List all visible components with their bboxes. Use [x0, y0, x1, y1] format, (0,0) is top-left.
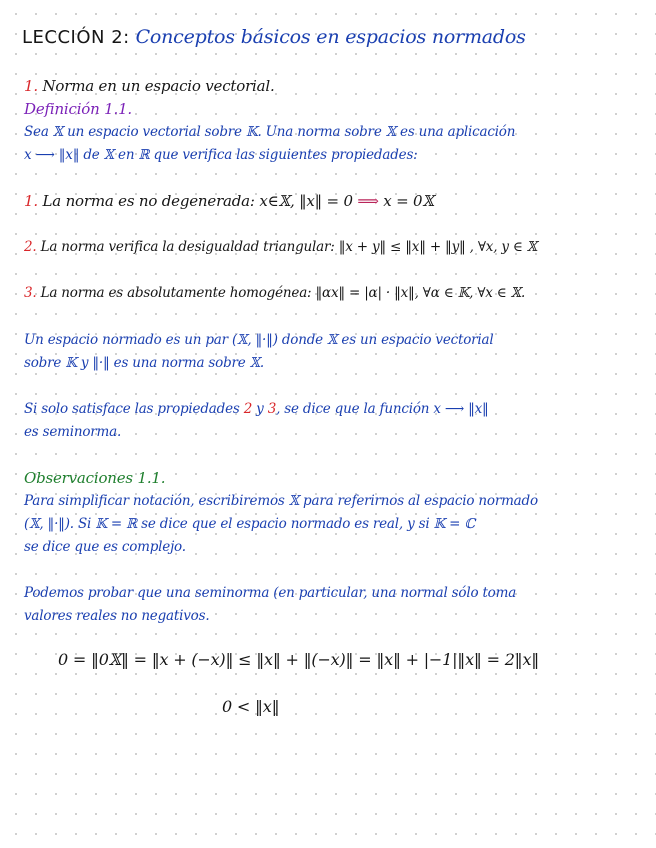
observations-line-1: Para simplificar notación, escribiremos 𝕏 para referirnos al espacio normado: [24, 493, 538, 509]
proof-equation: 0 = ‖0𝕏‖ = ‖x + (−x)‖ ≤ ‖x‖ + ‖(−x)‖ = ‖x‖ + |−1|‖x‖ = 2‖x‖: [58, 650, 540, 669]
normed-space-line-2: sobre 𝕂 y ‖·‖ es una norma sobre 𝕏.: [24, 355, 265, 371]
section-heading: [24, 77, 275, 95]
seminorm-pre: Si solo satisface las propiedades: [24, 401, 240, 417]
lesson-topic: Conceptos básicos en espacios normados: [135, 26, 526, 48]
seminorm-line-1: [24, 400, 489, 418]
observations-line-2: (𝕏, ‖·‖). Si 𝕂 = ℝ se dice que el espacio normado es real, y si 𝕂 = ℂ: [24, 516, 475, 532]
property-text: La norma verifica la desigualdad triangular: ‖x + y‖ ≤ ‖x‖ + ‖y‖ , ∀x, y ∈ 𝕏: [40, 239, 538, 255]
proof-line-1: Podemos probar que una seminorma (en particular, una normal sólo toma: [24, 585, 517, 601]
definition-line-1: Sea 𝕏 un espacio vectorial sobre 𝕂. Una norma sobre 𝕏 es una aplicación: [24, 124, 516, 140]
section-title: Norma en un espacio vectorial.: [42, 77, 275, 95]
page-title: [22, 26, 526, 49]
implies-arrow: ⟹: [357, 192, 379, 210]
proof-conclusion: 0 < ‖x‖: [222, 697, 280, 716]
normed-space-line-1: Un espacio normado es un par (𝕏, ‖·‖) donde 𝕏 es un espacio vectorial: [24, 332, 494, 348]
proof-line-2: valores reales no negativos.: [24, 608, 210, 624]
observations-line-3: se dice que es complejo.: [24, 539, 186, 555]
property-2: [24, 238, 537, 256]
seminorm-property-2: 2: [243, 401, 253, 417]
property-text: La norma es no degenerada: x∈𝕏, ‖x‖ = 0: [42, 192, 353, 210]
property-number: 2.: [24, 239, 37, 255]
seminorm-and: y: [256, 401, 264, 417]
property-3: [24, 284, 525, 302]
seminorm-property-3: 3: [267, 401, 277, 417]
observations-heading: Observaciones 1.1.: [24, 469, 166, 487]
property-text: La norma es absolutamente homogénea: ‖αx‖ = |α| · ‖x‖, ∀α ∈ 𝕂, ∀x ∈ 𝕏.: [40, 285, 526, 301]
property-number: 1.: [24, 192, 38, 210]
property-1: [24, 192, 434, 210]
property-result: x = 0𝕏: [383, 192, 434, 210]
definition-heading: Definición 1.1.: [24, 100, 132, 118]
lesson-label: LECCIÓN 2:: [22, 27, 130, 48]
section-number: 1.: [24, 77, 38, 95]
seminorm-line-2: es seminorma.: [24, 424, 122, 440]
definition-line-2: x ⟶ ‖x‖ de 𝕏 en ℝ que verifica las siguientes propiedades:: [24, 147, 418, 163]
property-number: 3.: [24, 285, 37, 301]
seminorm-post: , se dice que la función x ⟶ ‖x‖: [276, 401, 489, 417]
